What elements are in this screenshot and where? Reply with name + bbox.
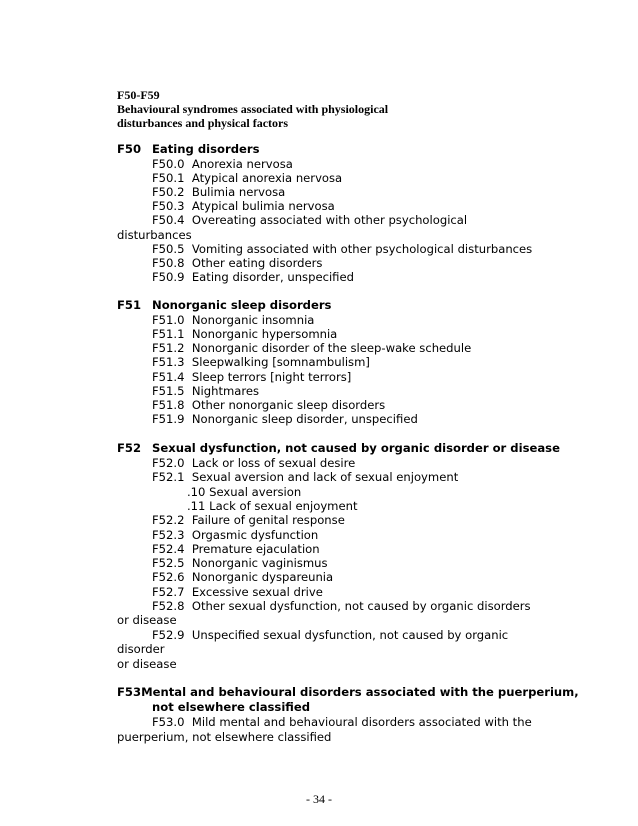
item-code: F50.8 [152,256,185,270]
item-text: Lack of sexual enjoyment [209,499,358,513]
item-code: F51.2 [152,341,185,355]
list-item [152,513,345,528]
list-item [152,398,385,413]
item-code: F50.1 [152,171,185,185]
item-text: Eating disorder, unspecified [191,270,354,284]
list-subitem [187,485,301,500]
category-heading-f52 [117,441,560,456]
item-continuation: disturbances [117,228,192,242]
item-text: Sexual aversion [209,485,302,499]
list-item [152,384,259,399]
category-title: Nonorganic sleep disorders [152,298,332,312]
item-code: F52.3 [152,528,185,542]
item-code: F50.5 [152,242,185,256]
item-text: Nonorganic insomnia [191,313,315,327]
list-item [152,341,471,356]
item-code: F52.1 [152,470,185,484]
list-item [152,327,337,342]
section-code-range: F50-F59 [117,88,160,102]
item-code: F52.2 [152,513,185,527]
item-code: F52.9 [152,628,185,642]
list-item [152,157,293,172]
item-text: Unspecified sexual dysfunction, not caused by organic [191,628,509,642]
list-item [152,542,320,557]
item-text: Atypical anorexia nervosa [191,171,343,185]
list-item [152,270,354,285]
item-code: F50.0 [152,157,185,171]
category-code: F52 [117,441,142,455]
category-heading-f51 [117,298,331,313]
item-code: F51.5 [152,384,185,398]
item-text: Nonorganic sleep disorder, unspecified [191,412,418,426]
item-text: Premature ejaculation [191,542,320,556]
item-text: Sexual aversion and lack of sexual enjoyment [191,470,459,484]
item-text: Sleepwalking [somnambulism] [191,355,370,369]
list-item [152,456,355,471]
item-code: F53.0 [152,715,185,729]
item-code: F52.6 [152,570,185,584]
item-code: F51.3 [152,355,185,369]
item-text: Nonorganic vaginismus [191,556,328,570]
section-title-line1: Behavioural syndromes associated with physiological [117,102,389,116]
item-text: Excessive sexual drive [191,585,323,599]
item-code: F51.8 [152,398,185,412]
item-text: Overeating associated with other psychological [191,213,468,227]
list-item [152,256,322,271]
item-code: F51.0 [152,313,185,327]
item-text: Other eating disorders [191,256,323,270]
item-code: F50.3 [152,199,185,213]
list-item [152,213,467,228]
category-heading-f50 [117,142,260,157]
category-title: Mental and behavioural disorders associated with the puerperium, [141,685,579,699]
item-code: .11 [187,499,206,513]
list-item [152,585,323,600]
list-item [152,715,532,730]
list-item [152,628,508,643]
item-code: .10 [187,485,206,499]
item-code: F52.4 [152,542,185,556]
list-item [152,171,342,186]
category-title-line2: not elsewhere classified [152,700,311,714]
item-continuation: disorder [117,642,165,656]
item-code: F52.5 [152,556,185,570]
list-item [152,556,328,571]
item-text: Failure of genital response [191,513,345,527]
category-title: Eating disorders [152,142,260,156]
item-text: Other sexual dysfunction, not caused by organic disorders [191,599,531,613]
list-item [152,199,335,214]
item-code: F51.1 [152,327,185,341]
item-text: Nonorganic disorder of the sleep-wake schedule [191,341,472,355]
item-text: Bulimia nervosa [191,185,286,199]
list-item [152,528,318,543]
item-text: Sleep terrors [night terrors] [191,370,352,384]
page-number: - 34 - [306,792,332,806]
item-text: Lack or loss of sexual desire [191,456,356,470]
item-code: F52.0 [152,456,185,470]
item-text: Other nonorganic sleep disorders [191,398,386,412]
item-text: Vomiting associated with other psychological disturbances [191,242,533,256]
item-code: F50.9 [152,270,185,284]
item-code: F51.4 [152,370,185,384]
item-continuation: or disease [117,657,177,671]
category-code: F50 [117,142,142,156]
category-heading-f53 [117,685,579,700]
section-title-line2: disturbances and physical factors [117,116,289,130]
list-item [152,599,531,614]
item-continuation: puerperium, not elsewhere classified [117,730,332,744]
item-text: Nonorganic hypersomnia [191,327,338,341]
item-code: F50.2 [152,185,185,199]
list-item [152,470,458,485]
list-item [152,355,370,370]
list-item [152,185,285,200]
item-text: Nightmares [191,384,260,398]
item-text: Atypical bulimia nervosa [191,199,335,213]
list-item [152,370,351,385]
category-code: F51 [117,298,142,312]
list-item [152,412,418,427]
item-text: Mild mental and behavioural disorders associated with the [191,715,532,729]
list-item [152,570,333,585]
item-text: Anorexia nervosa [191,157,293,171]
item-code: F52.7 [152,585,185,599]
list-subitem [187,499,358,514]
item-code: F50.4 [152,213,185,227]
item-text: Orgasmic dysfunction [191,528,319,542]
item-text: Nonorganic dyspareunia [191,570,334,584]
category-title: Sexual dysfunction, not caused by organic disorder or disease [152,441,560,455]
list-item [152,313,314,328]
list-item [152,242,532,257]
item-code: F51.9 [152,412,185,426]
category-code: F53 [117,685,142,699]
item-code: F52.8 [152,599,185,613]
item-continuation: or disease [117,613,177,627]
